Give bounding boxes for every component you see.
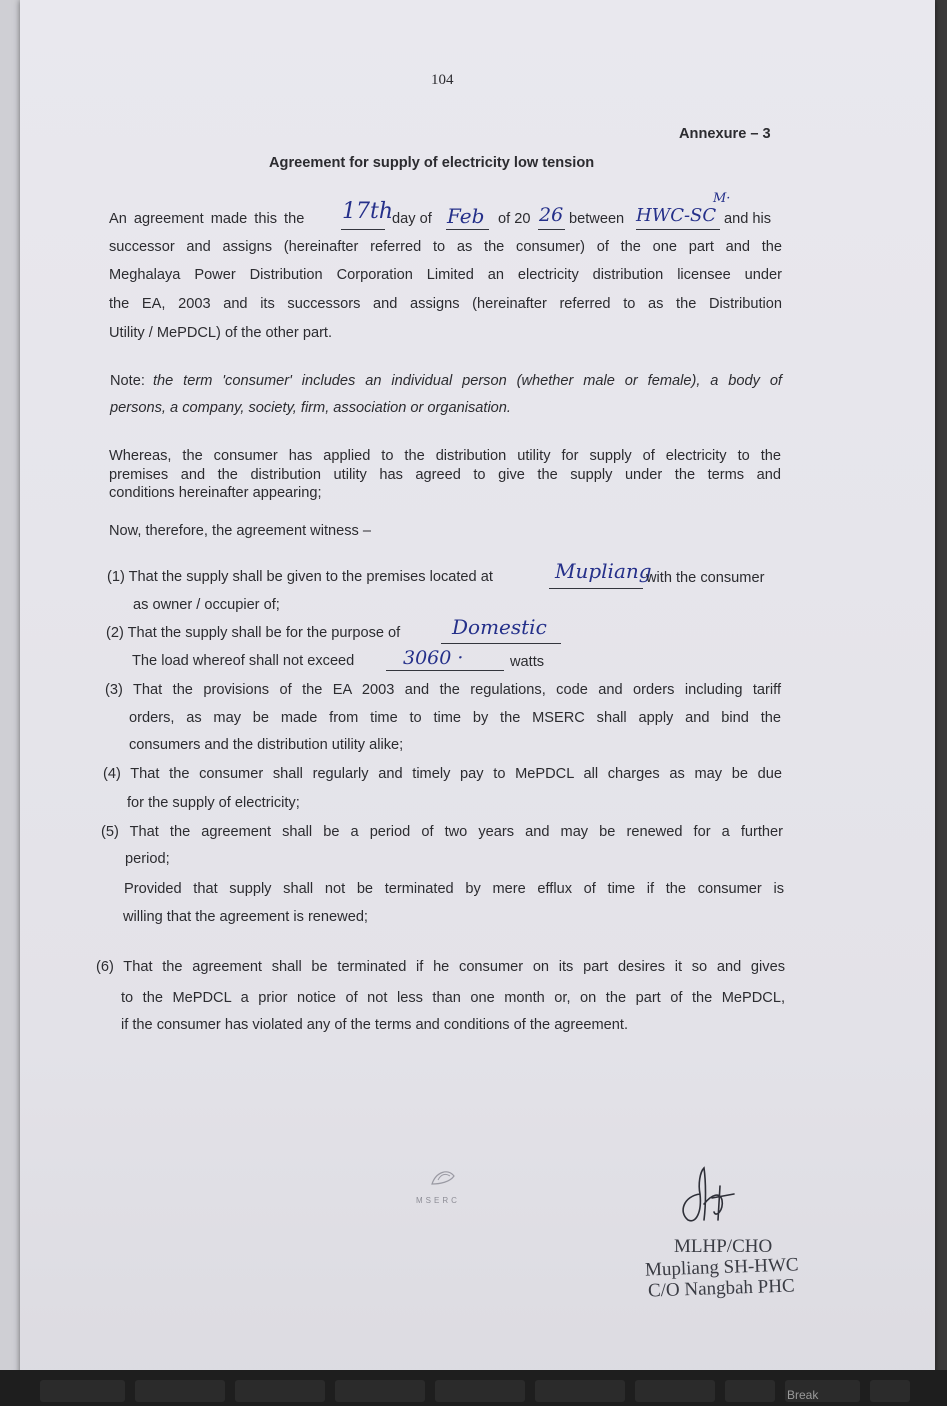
keyboard-key: [535, 1380, 625, 1402]
clause-6-line-3: if the consumer has violated any of the terms and conditions of the agreement.: [121, 1017, 629, 1033]
intro-line-4: the EA, 2003 and its successors and assigns (hereinafter referred to as the Distribution: [109, 296, 782, 312]
note-line-2: persons, a company, society, firm, association or organisation.: [110, 400, 511, 416]
clause-6-line-1: (6) That the agreement shall be terminated if he consumer on its part desires it so and gives: [96, 959, 785, 975]
clause-5-line-1: (5) That the agreement shall be a period of two years and may be renewed for a further: [101, 824, 783, 840]
keyboard-key: [435, 1380, 525, 1402]
clause-3-line-3: consumers and the distribution utility alike;: [129, 737, 404, 753]
purpose-underline: [441, 643, 561, 644]
handwritten-party-superscript: M·: [713, 191, 731, 206]
intro-text-4: between: [569, 211, 625, 227]
whereas-line-2: premises and the distribution utility has agreed to give the supply under the terms and: [109, 467, 781, 483]
clause-2-load-text: The load whereof shall not exceed: [132, 653, 355, 669]
keyboard-key: [635, 1380, 715, 1402]
clause-1-text: (1) That the supply shall be given to the premises located at: [107, 569, 493, 585]
background-page-edge: [0, 0, 20, 1392]
whereas-line-1: Whereas, the consumer has applied to the distribution utility for supply of electricity to the: [109, 448, 781, 464]
witness-line: Now, therefore, the agreement witness –: [109, 523, 372, 539]
clause-5-line-2: period;: [125, 851, 170, 867]
handwritten-party: HWC-SC: [636, 205, 717, 226]
handwritten-year: 26: [539, 204, 564, 226]
clause-3-line-2: orders, as may be made from time to time by the MSERC shall apply and bind the: [129, 710, 781, 726]
month-underline: [446, 229, 489, 230]
watermark-text: MSERC: [416, 1196, 460, 1205]
handwritten-day: 17th: [342, 199, 394, 224]
annexure-label: Annexure – 3: [679, 126, 771, 142]
handwritten-load: 3060 ·: [403, 647, 464, 669]
keyboard-key: [135, 1380, 225, 1402]
year-underline: [538, 229, 565, 230]
clause-3-line-1: (3) That the provisions of the EA 2003 and the regulations, code and orders including tariff: [105, 682, 781, 698]
intro-text-2: day of: [392, 211, 432, 227]
page-number: 104: [431, 72, 454, 88]
clause-6-line-2: to the MePDCL a prior notice of not less than one month or, on the part of the MePDCL,: [121, 990, 785, 1006]
clause-2-text: (2) That the supply shall be for the purpose of: [106, 625, 401, 641]
intro-line-3: Meghalaya Power Distribution Corporation Limited an electricity distribution licensee under: [109, 267, 782, 283]
intro-text-5: and his: [724, 211, 772, 227]
party-underline: [636, 229, 720, 230]
load-underline: [386, 670, 504, 671]
keyboard-key: [335, 1380, 425, 1402]
keyboard-key: [40, 1380, 125, 1402]
note-line-1: the term 'consumer' includes an individual person (whether male or female), a body of: [153, 373, 782, 389]
stamp-line-2: Mupliang SH-HWC: [644, 1254, 799, 1281]
day-underline: [341, 229, 385, 230]
clause-2-load-unit: watts: [510, 654, 545, 670]
intro-text-1: An agreement made this the: [109, 211, 305, 227]
keyboard-key: [870, 1380, 910, 1402]
clause-1-text-end: with the consumer: [646, 570, 765, 586]
keyboard-key: [235, 1380, 325, 1402]
handwritten-purpose: Domestic: [452, 615, 547, 639]
document-title: Agreement for supply of electricity low tension: [269, 155, 595, 171]
handwritten-month: Feb: [447, 204, 485, 228]
clause-4-line-2: for the supply of electricity;: [127, 795, 300, 811]
location-underline: [549, 588, 643, 589]
handwritten-location: Mupliang: [555, 559, 652, 583]
keyboard-key-label: Break: [787, 1388, 819, 1402]
clause-4-line-1: (4) That the consumer shall regularly and timely pay to MePDCL all charges as may be due: [103, 766, 782, 782]
clause-1-line-2: as owner / occupier of;: [133, 597, 280, 613]
keyboard-key: [725, 1380, 775, 1402]
clause-5-line-3: Provided that supply shall not be terminated by mere efflux of time if the consumer is: [124, 881, 784, 897]
clause-5-line-4: willing that the agreement is renewed;: [123, 909, 368, 925]
mserc-logo-icon: [426, 1162, 460, 1192]
stamp-line-3: C/O Nangbah PHC: [647, 1275, 796, 1302]
intro-text-3: of 20: [498, 211, 531, 227]
whereas-line-3: conditions hereinafter appearing;: [109, 485, 322, 501]
note-label: Note:: [110, 373, 145, 389]
signature: [670, 1164, 750, 1228]
intro-line-2: successor and assigns (hereinafter referred to as the consumer) of the one part and the: [109, 239, 782, 255]
stamp-line-1: MLHP/CHO: [674, 1236, 773, 1257]
intro-line-5: Utility / MePDCL) of the other part.: [109, 325, 333, 341]
